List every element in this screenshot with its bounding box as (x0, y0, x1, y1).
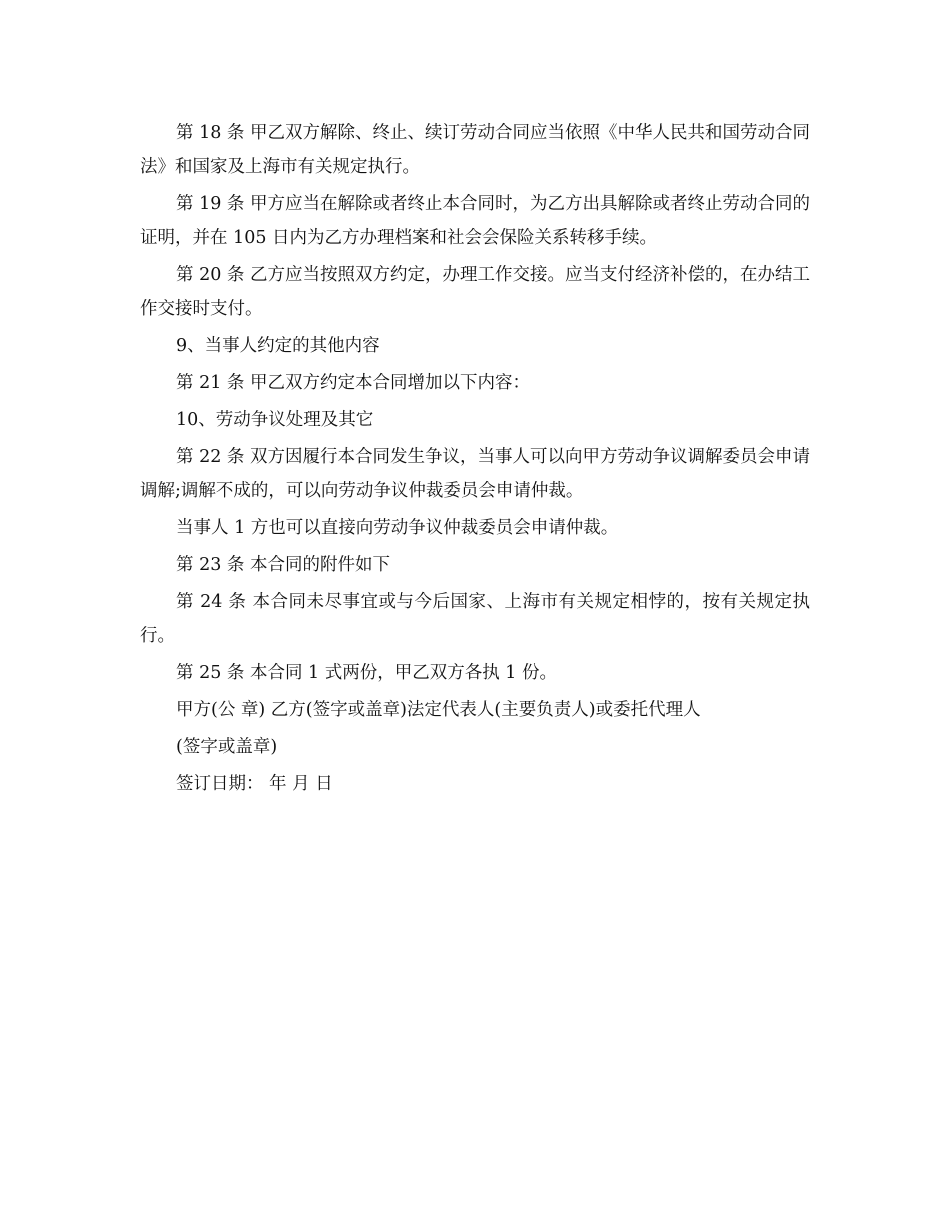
article-23-paragraph: 第 23 条 本合同的附件如下 (176, 555, 390, 575)
signature-note-line: (签字或盖章) (176, 737, 278, 757)
document-body (140, 116, 810, 804)
signing-date-line: 签订日期： 年 月 日 (176, 774, 333, 794)
section-9-heading: 9、当事人约定的其他内容 (176, 336, 380, 356)
article-25-paragraph: 第 25 条 本合同 1 式两份，甲乙双方各执 1 份。 (176, 663, 557, 683)
article-22-paragraph: 第 22 条 双方因履行本合同发生争议，当事人可以向甲方劳动争议调解委员会申请调解;调解不成的，可以向劳动争议仲裁委员会申请仲裁。 (140, 447, 810, 501)
article-18-paragraph: 第 18 条 甲乙双方解除、终止、续订劳动合同应当依照《中华人民共和国劳动合同法》和国家及上海市有关规定执行。 (140, 123, 810, 177)
signature-parties-line: 甲方(公 章) 乙方(签字或盖章)法定代表人(主要负责人)或委托代理人 (176, 700, 701, 720)
article-24-paragraph: 第 24 条 本合同未尽事宜或与今后国家、上海市有关规定相悖的，按有关规定执行。 (140, 592, 810, 646)
section-10-heading: 10、劳动争议处理及其它 (176, 410, 374, 430)
arbitration-note-paragraph: 当事人 1 方也可以直接向劳动争议仲裁委员会申请仲裁。 (176, 518, 619, 538)
article-21-paragraph: 第 21 条 甲乙双方约定本合同增加以下内容： (176, 373, 530, 393)
article-19-paragraph: 第 19 条 甲方应当在解除或者终止本合同时，为乙方出具解除或者终止劳动合同的证明，并在 105 日内为乙方办理档案和社会会保险关系转移手续。 (140, 194, 810, 248)
article-20-paragraph: 第 20 条 乙方应当按照双方约定，办理工作交接。应当支付经济补偿的，在办结工作交接时支付。 (140, 265, 810, 319)
